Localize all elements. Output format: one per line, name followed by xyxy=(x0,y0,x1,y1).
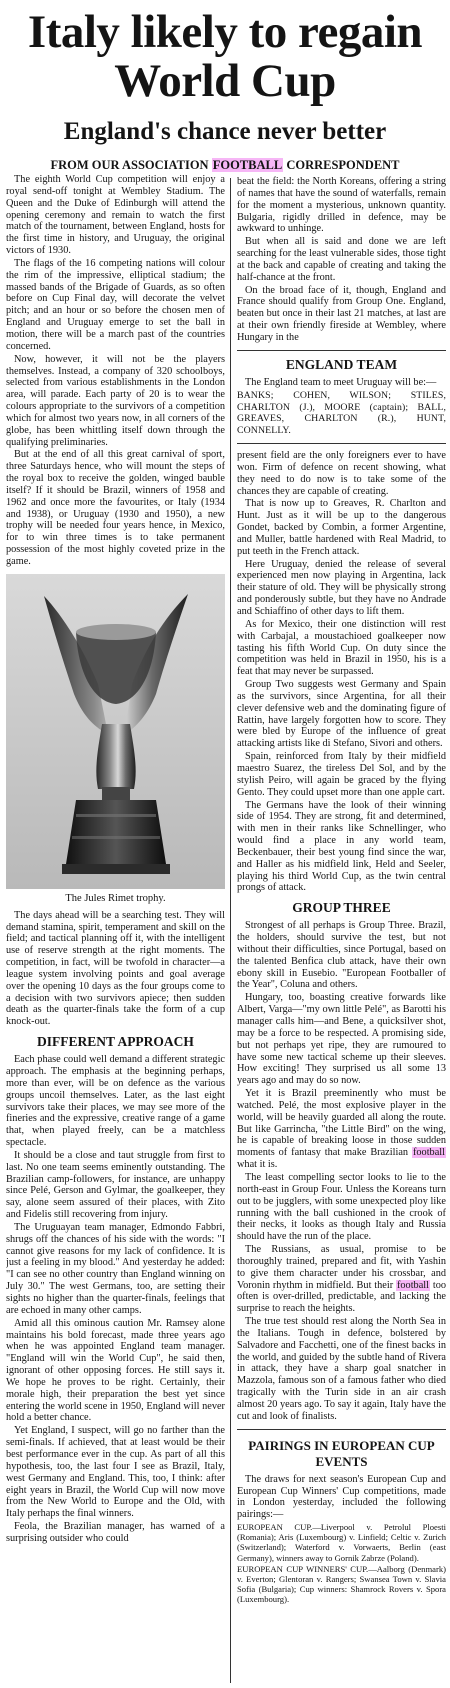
paragraph: EUROPEAN CUP.—Liverpool v. Petrolul Ploesti (Romania); Aris (Luxembourg) v. Linfield; Celtic v. Zurich (Switzerland); Waterford v. Vorwaerts, Berlin (east Germany), winners away to Gornik Zabrze (Poland). xyxy=(237,1522,446,1563)
paragraph: Each phase could well demand a different strategic approach. The emphasis at the beginning perhaps, more than ever, will be on defence as the various groups uncoil themselves. Later, as the last eight survivors take their places, we may see more of the fineries and the expressive, creative range of a game that, when played freely, can be a matchless spectacle. xyxy=(6,1054,225,1149)
right-column xyxy=(237,176,446,1686)
photo-caption: The Jules Rimet trophy. xyxy=(65,892,166,904)
paragraph xyxy=(237,1244,446,1315)
text-run: too often is over-drilled, predictable, and lacking the surprise to reach the heights. xyxy=(237,1279,446,1315)
left-column xyxy=(6,174,225,1684)
paragraph: The Germans have the look of their winning side of 1954. They are strong, fit and determined, with men in their ranks like Schnellinger, who would find a place in any world team, Beckenbauer, their best young find since the war, and Haller as his midfield link, Held and Seeler, playing his third World Cup, as the twin central prongs of attack. xyxy=(237,799,446,894)
paragraph: Strongest of all perhaps is Group Three. Brazil, the holders, should survive the test, but not without their difficulties, since Portugal, based on the talented Benfica club attack, have their own ebony skill in Eusebio. "European Footballer of the Year", Coluna and others. xyxy=(237,920,446,991)
paragraph: Amid all this ominous caution Mr. Ramsey alone maintains his bold forecast, made three years ago when he was appointed England team manager. "England will win the World Cup", he said then, ignorant of other opposing forces. He still says it. We hope he proves to be right. Certainly, their morale high, their preparation the best yet since entering the world scene in 1950, England will never hold a better chance. xyxy=(6,1317,225,1424)
headline-line-2: World Cup xyxy=(114,55,336,107)
byline xyxy=(0,157,450,173)
paragraph: The eighth World Cup competition will enjoy a royal send-off tonight at Wembley Stadium. The Queen and the Duke of Edinburgh will attend the opening ceremony and remain to watch the first match of the tournament, between England, hosts for the first time in history, and Uruguay, the original victors of 1930. xyxy=(6,174,225,257)
section-heading: GROUP THREE xyxy=(292,900,391,916)
text-run: The Russians, as usual, promise to be thoroughly trained, prepared and fit, with Yashin to give them character under his crossbar, and Voronin rhythm in midfield. But their xyxy=(237,1244,446,1291)
paragraph: But when all is said and done we are left searching for the least vulnerable sides, those tight at the back and capable of creating and taking the half-chance at the front. xyxy=(237,236,446,283)
paragraph xyxy=(237,1088,446,1171)
section-rule xyxy=(237,443,446,444)
byline-prefix: FROM OUR ASSOCIATION xyxy=(50,158,212,172)
paragraph: The Uruguayan team manager, Edmondo Fabbri, shrugs off the chances of his side with the words: "I cannot give reasons for my lack of confidence. It is just a feeling in my blood." And yesterday he added: "I can see no other country than England winning on July 30." The west Germans, too, are setting their sights no higher than the quarter-finals, feelings that are echoed in many other camps. xyxy=(6,1221,225,1316)
section-heading: PAIRINGS IN EUROPEAN CUP EVENTS xyxy=(248,1437,435,1469)
paragraph: Feola, the Brazilian manager, has warned of a surprising outsider who could xyxy=(6,1521,225,1544)
paragraph: Now, however, it will not be the players themselves. Instead, a company of 320 schoolboys, selected from various establishments in the London area, will parade. Each party of 20 is to wear the colours appropriate to the survivors of a competition which for almost two years now, in all corners of the globe, has been whittling itself down through the qualifying preliminaries. xyxy=(6,353,225,448)
team-intro: The England team to meet Uruguay will be:— xyxy=(245,376,437,388)
paragraph: present field are the only foreigners ever to have won. Firm of defence on recent showing, what they need to do now is to take some of the chances they are capable of creating. xyxy=(237,450,446,497)
headline-line-1: Italy likely to regain xyxy=(27,6,423,58)
paragraph: It should be a close and taut struggle from first to last. No one team seems eminently outstanding. The Brazilian camp-followers, for instance, are unhappy since Pelé, Gerson and Gylmar, the goalkeeper, they say, alone seem assured of their places, with Zito and Fidelis still recovering from injury. xyxy=(6,1149,225,1221)
paragraph: But at the end of all this great carnival of sport, three Saturdays hence, who will mount the steps of the royal box to receive the golden, winged bauble itself? If it should be Brazil, winners of 1958 and 1962 and once more the favourites, or Italy (1934 and 1938), or Uruguay (1930 and 1950), a new trophy will be needed four years hence, in Mexico, for to win three times is to take permanent possession of the most highly coveted prize in the game. xyxy=(6,449,225,567)
section-heading: DIFFERENT APPROACH xyxy=(37,1034,194,1050)
highlighted-word: football xyxy=(412,1147,445,1159)
paragraph: beat the field: the North Koreans, offering a string of names that have the sound of waterfalls, remain for the moment a mysterious, unknown quantity. Bulgaria, rigidly drilled in defence, may be awkward to unhinge. xyxy=(237,176,446,235)
paragraph: As for Mexico, their one distinction will rest with Carbajal, a moustachioed goalkeeper now tasting his fifth World Cup. On duty since the competition was held in Brazil in 1950, his is a feat that may never be surpassed. xyxy=(237,618,446,678)
headline xyxy=(0,8,450,106)
paragraph: EUROPEAN CUP WINNERS' CUP.—Aalborg (Denmark) v. Everton; Glentoran v. Rangers; Swansea Town v. Slavia Sofia (Bulgaria); Cup winners: Shamrock Rovers v. Spora (Luxembourg). xyxy=(237,1563,446,1605)
paragraph: The least compelling sector looks to lie to the north-east in Group Four. Unless the Koreans turn out to be jugglers, with some unexpected ploy like running with the ball cushioned in the crook of their necks, it looks as though Italy and Russia should have the run of the place. xyxy=(237,1171,446,1243)
paragraph: Spain, reinforced from Italy by their midfield maestro Suarez, the tireless Del Sol, and by the stylish Peiro, will again be graced by the flying Gento. They could upset more than one apple cart. xyxy=(237,751,446,798)
section-rule xyxy=(237,350,446,351)
paragraph: The days ahead will be a searching test. They will demand stamina, spirit, temperament and skill on the field; and tactical planning off it, with the intelligent use of reserve strength at the right moments. The competition, in fact, will be twofold in character—a league system involving points and goal average over the opening 10 days as the four groups come to a decision with two survivors apiece; then sudden death as the quarter-finals take the form of a cup knock-out. xyxy=(6,909,225,1028)
text-run: what it is. xyxy=(237,1159,278,1171)
paragraph: The flags of the 16 competing nations will colour the rim of the impressive, elliptical stadium; the massed bands of the Brigade of Guards, as so often before on Cup Final day, will decorate the velvet pitch; and an hour or so before the chosen men of England and Uruguay emerge to set the ball in motion, there will be a march past of the countries concerned. xyxy=(6,257,225,352)
team-list: BANKS; COHEN, WILSON; STILES, CHARLTON (J.), MOORE (captain); BALL, GREAVES, CHARLTON (R.), HUNT, CONNELLY. xyxy=(237,389,446,437)
highlighted-word: football xyxy=(396,1279,429,1291)
paragraph: Yet England, I suspect, will go no farther than the semi-finals. If achieved, that at least would be their best performance ever in the cup. As part of all this hypothesis, too, the last four I see as Brazil, Italy, west Germany and England. This, too, I think: after eight years in Brazil, the World Cup will now move from the New World to Europe and the Old, with Italy perhaps the final winners. xyxy=(6,1425,225,1520)
paragraph: That is now up to Greaves, R. Charlton and Hunt. Just as it will be up to the dangerous Gondet, backed by Combin, a former Argentine, and Muller, battle hardened with Real Madrid, to put teeth in the French attack. xyxy=(237,498,446,557)
section-rule xyxy=(237,1429,446,1430)
paragraph: The true test should rest along the North Sea in the Italians. Tough in defence, bolstered by Salvadore and Facchetti, one of the finest backs in the world, and guided by the subtle hand of Rivera in attack, they have a sharp goal snatcher in Mazzola, famous son of a famous father who died tragically with the Turin side in an air crash almost 20 years ago. To say it again, Italy have the cut and look of finalists. xyxy=(237,1316,446,1422)
paragraph: On the broad face of it, though, England and France should qualify from Group One. England, beaten but once in their last 21 matches, at last are at their own friendly fireside at Wembley, where Hungary in the xyxy=(237,284,446,343)
section-heading: ENGLAND TEAM xyxy=(285,356,398,372)
jules-rimet-trophy-photo xyxy=(6,574,225,889)
paragraph: Here Uruguay, denied the release of several experienced men now playing in Argentina, lack their stature of old. They will be physically strong and ponderously subtle, but they have no Andrade and Schiaffino of other days to lift them. xyxy=(237,558,446,617)
paragraph: Hungary, too, boasting creative forwards like Albert, Varga—"my own little Pelé", as Barotti his manager calls him—and Bene, a quicksilver shot, may be a force to be respected. A promising side, but not perhaps yet ripe, they are rumoured to have some new tactical scheme up their sleeves. How exciting! They surprised us all some 13 years ago and may do so now. xyxy=(237,992,446,1087)
byline-suffix: CORRESPONDENT xyxy=(283,158,400,172)
paragraph: Group Two suggests west Germany and Spain as the survivors, since Argentina, for all their clever defensive web and the dominating figure of Rattin, have largely forgotten how to score. They were bled by Europe of the influence of great attacking artists like di Stefano, Sivori and others. xyxy=(237,679,446,750)
column-divider xyxy=(230,178,231,1683)
text-run: Yet it is Brazil preeminently who must be watched. Pelé, the most explosive player in the world, will be heavily guarded all along the route. But like Garrincha, "the Little Bird" on the wing, he is capable of breaking loose in those sudden moments of fantasy that make Brazilian xyxy=(237,1088,446,1159)
byline-highlight: FOOTBALL xyxy=(212,158,283,172)
paragraph: The draws for next season's European Cup and European Cup Winners' Cup competitions, made in London yesterday, included the following pairings:— xyxy=(237,1473,446,1521)
subheadline: England's chance never better xyxy=(63,118,387,145)
